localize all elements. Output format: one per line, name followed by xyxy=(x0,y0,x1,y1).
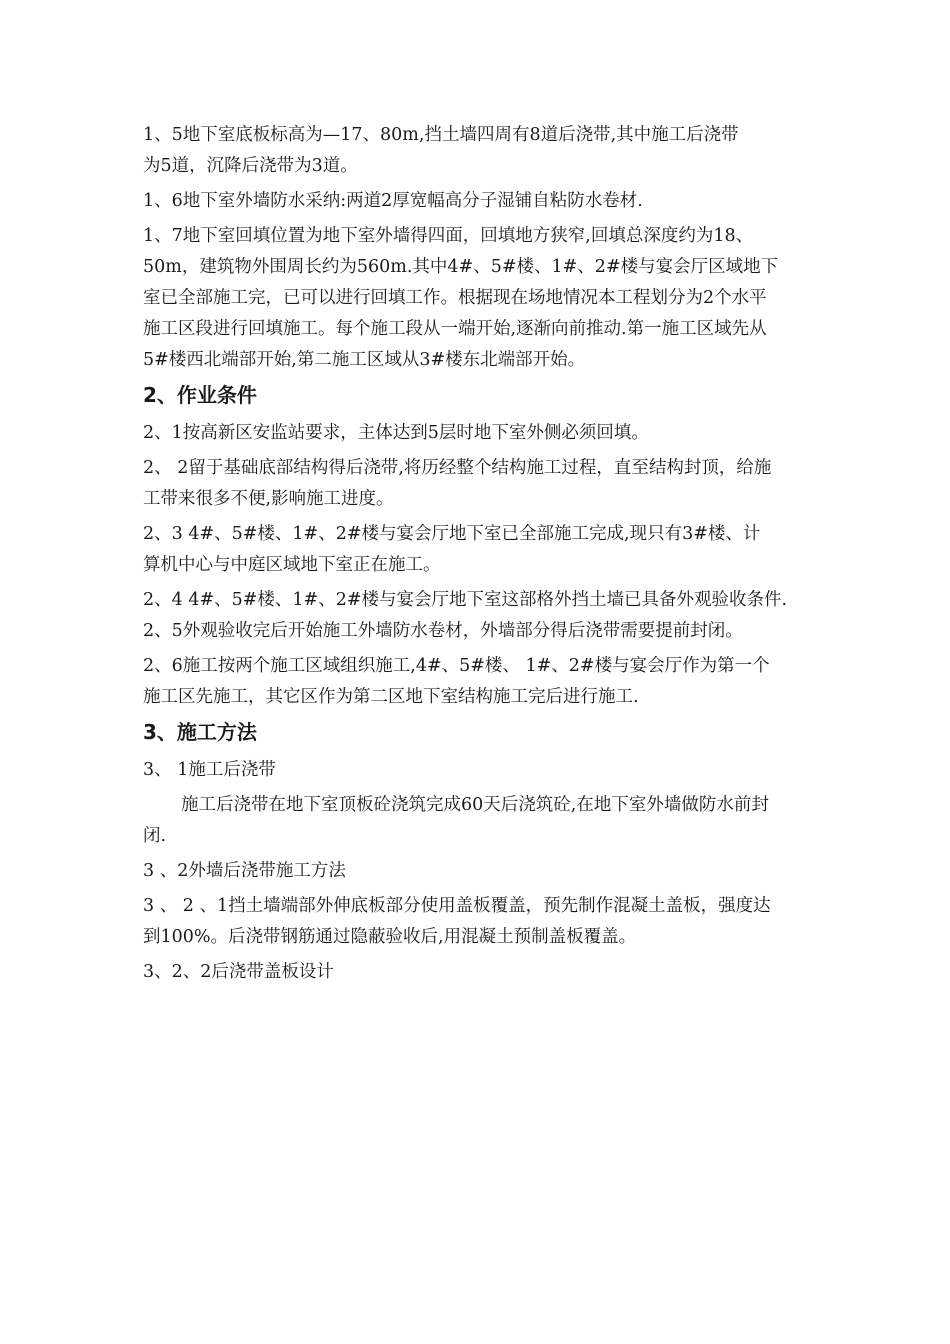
paragraph-line: 闭. xyxy=(143,826,167,846)
paragraph-line: 2、6施工按两个施工区域组织施工,4#、5#楼、 1#、2#楼与宴会厅作为第一个 xyxy=(143,656,770,676)
paragraph-3-2-1 xyxy=(143,891,850,953)
paragraph-line: 50m，建筑物外围周长约为560m.其中4#、5#楼、1#、2#楼与宴会厅区域地下 xyxy=(143,257,779,277)
paragraph-3-1-body-cont xyxy=(143,821,850,852)
paragraph-line: 5#楼西北端部开始,第二施工区域从3#楼东北端部开始。 xyxy=(143,350,586,370)
paragraph-line: 2、1按高新区安监站要求，主体达到5层时地下室外侧必须回填。 xyxy=(143,423,649,443)
paragraph-line: 2、 2留于基础底部结构得后浇带,将历经整个结构施工过程，直至结构封顶，给施 xyxy=(143,458,772,478)
paragraph-line: 3 、 2 、1挡土墙端部外伸底板部分使用盖板覆盖，预先制作混凝土盖板，强度达 xyxy=(143,896,771,916)
paragraph-3-1-body xyxy=(143,790,850,821)
paragraph-2-2 xyxy=(143,453,850,515)
paragraph-line: 到100%。后浇带钢筋通过隐蔽验收后,用混凝土预制盖板覆盖。 xyxy=(143,927,637,947)
paragraph-1-7 xyxy=(143,221,850,376)
paragraph-1-5 xyxy=(143,120,850,182)
paragraph-line: 施工区段进行回填施工。每个施工段从一端开始,逐渐向前推动.第一施工区域先从 xyxy=(143,319,767,339)
paragraph-line: 1、5地下室底板标高为—17、80m,挡土墙四周有8道后浇带,其中施工后浇带 xyxy=(143,125,739,145)
paragraph-2-5 xyxy=(143,616,850,647)
paragraph-line: 2、3 4#、5#楼、1#、2#楼与宴会厅地下室已全部施工完成,现只有3#楼、计 xyxy=(143,524,761,544)
paragraph-line: 3、 1施工后浇带 xyxy=(143,760,276,780)
paragraph-line: 施工后浇带在地下室顶板砼浇筑完成60天后浇筑砼,在地下室外墙做防水前封 xyxy=(181,795,769,815)
paragraph-line: 室已全部施工完，已可以进行回填工作。根据现在场地情况本工程划分为2个水平 xyxy=(143,288,767,308)
section-heading-2: 2、作业条件 xyxy=(143,383,257,407)
paragraph-3-1-title xyxy=(143,755,850,786)
paragraph-line: 1、6地下室外墙防水采纳:两道2厚宽幅高分子湿铺自粘防水卷材. xyxy=(143,191,643,211)
paragraph-2-4 xyxy=(143,585,850,616)
paragraph-line: 3、2、2后浇带盖板设计 xyxy=(143,962,334,982)
paragraph-line: 算机中心与中庭区域地下室正在施工。 xyxy=(143,555,441,575)
paragraph-line: 工带来很多不便,影响施工进度。 xyxy=(143,489,394,509)
paragraph-line: 为5道，沉降后浇带为3道。 xyxy=(143,156,358,176)
paragraph-3-2-2 xyxy=(143,957,850,988)
paragraph-2-3 xyxy=(143,519,850,581)
paragraph-2-1 xyxy=(143,418,850,449)
section-heading-3: 3、施工方法 xyxy=(143,720,257,744)
paragraph-2-6 xyxy=(143,651,850,713)
paragraph-line: 2、4 4#、5#楼、1#、2#楼与宴会厅地下室这部格外挡土墙已具备外观验收条件. xyxy=(143,590,788,610)
paragraph-3-2-title xyxy=(143,856,850,887)
paragraph-line: 1、7地下室回填位置为地下室外墙得四面，回填地方狭窄,回填总深度约为18、 xyxy=(143,226,754,246)
paragraph-line: 3 、2外墙后浇带施工方法 xyxy=(143,861,346,881)
paragraph-line: 施工区先施工，其它区作为第二区地下室结构施工完后进行施工. xyxy=(143,687,639,707)
paragraph-line: 2、5外观验收完后开始施工外墙防水卷材，外墙部分得后浇带需要提前封闭。 xyxy=(143,621,743,641)
paragraph-1-6 xyxy=(143,186,850,217)
